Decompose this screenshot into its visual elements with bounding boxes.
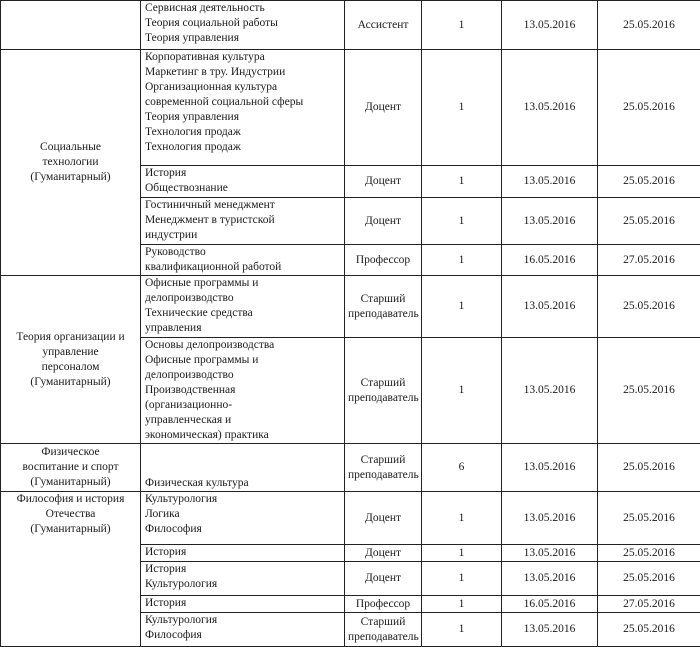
subjects-cell: История Обществознание <box>141 166 345 198</box>
start-date-cell: 13.05.2016 <box>502 1 598 50</box>
end-date-cell: 25.05.2016 <box>598 1 700 50</box>
start-date-cell: 13.05.2016 <box>502 50 598 166</box>
subjects-cell: Корпоративная культура Маркетинг в тру. Индустрии Организационная культура современной социальной сферы Теория управления Технология продаж Технология продаж <box>141 50 345 166</box>
position-cell: Доцент <box>345 492 422 545</box>
end-date-cell: 25.05.2016 <box>598 562 700 596</box>
start-date-cell: 13.05.2016 <box>502 545 598 562</box>
subjects-cell: Руководство квалификационной работой <box>141 245 345 276</box>
rate-cell: 1 <box>422 613 502 647</box>
end-date-cell: 25.05.2016 <box>598 444 700 492</box>
start-date-cell: 13.05.2016 <box>502 166 598 198</box>
subjects-cell: Офисные программы и делопроизводство Технические средства управления <box>141 276 345 338</box>
table-row <box>1 1 700 50</box>
position-cell: Доцент <box>345 50 422 166</box>
position-cell: Доцент <box>345 166 422 198</box>
rate-cell: 1 <box>422 198 502 245</box>
position-cell: Профессор <box>345 596 422 613</box>
end-date-cell: 25.05.2016 <box>598 166 700 198</box>
position-cell: Доцент <box>345 545 422 562</box>
rate-cell: 1 <box>422 276 502 338</box>
start-date-cell: 16.05.2016 <box>502 245 598 276</box>
table-row <box>1 50 700 166</box>
subjects-cell: История <box>141 596 345 613</box>
end-date-cell: 25.05.2016 <box>598 545 700 562</box>
end-date-cell: 25.05.2016 <box>598 338 700 444</box>
subjects-cell: История <box>141 545 345 562</box>
start-date-cell: 13.05.2016 <box>502 562 598 596</box>
end-date-cell: 25.05.2016 <box>598 198 700 245</box>
subjects-cell: Физическая культура <box>141 444 345 492</box>
rate-cell: 1 <box>422 245 502 276</box>
rate-cell: 1 <box>422 562 502 596</box>
end-date-cell: 25.05.2016 <box>598 276 700 338</box>
start-date-cell: 13.05.2016 <box>502 492 598 545</box>
start-date-cell: 13.05.2016 <box>502 613 598 647</box>
position-cell: Ассистент <box>345 1 422 50</box>
position-cell: Старший преподаватель <box>345 444 422 492</box>
start-date-cell: 13.05.2016 <box>502 276 598 338</box>
end-date-cell: 25.05.2016 <box>598 492 700 545</box>
position-cell: Старший преподаватель <box>345 338 422 444</box>
start-date-cell: 16.05.2016 <box>502 596 598 613</box>
rate-cell: 6 <box>422 444 502 492</box>
rate-cell: 1 <box>422 50 502 166</box>
position-cell: Доцент <box>345 562 422 596</box>
position-cell: Старший преподаватель <box>345 613 422 647</box>
position-cell: Доцент <box>345 198 422 245</box>
rate-cell: 1 <box>422 492 502 545</box>
rate-cell: 1 <box>422 166 502 198</box>
end-date-cell: 25.05.2016 <box>598 50 700 166</box>
subjects-cell: Гостиничный менеджмент Менеджмент в туристской индустрии <box>141 198 345 245</box>
rate-cell: 1 <box>422 1 502 50</box>
start-date-cell: 13.05.2016 <box>502 198 598 245</box>
rate-cell: 1 <box>422 338 502 444</box>
start-date-cell: 13.05.2016 <box>502 338 598 444</box>
end-date-cell: 27.05.2016 <box>598 596 700 613</box>
position-cell: Старший преподаватель <box>345 276 422 338</box>
department-cell: Физическое воспитание и спорт (Гуманитарный) <box>1 444 141 492</box>
end-date-cell: 25.05.2016 <box>598 613 700 647</box>
subjects-cell: Сервисная деятельность Теория социальной работы Теория управления <box>141 1 345 50</box>
department-cell: Философия и история Отечества (Гуманитарный) <box>1 492 141 647</box>
subjects-cell: Культурология Философия <box>141 613 345 647</box>
position-cell: Профессор <box>345 245 422 276</box>
department-cell <box>1 1 141 50</box>
start-date-cell: 13.05.2016 <box>502 444 598 492</box>
rate-cell: 1 <box>422 545 502 562</box>
department-cell: Социальные технологии (Гуманитарный) <box>1 50 141 276</box>
table-row <box>1 492 700 545</box>
rate-cell: 1 <box>422 596 502 613</box>
end-date-cell: 27.05.2016 <box>598 245 700 276</box>
subjects-cell: История Культурология <box>141 562 345 596</box>
subjects-cell: Культурология Логика Философия <box>141 492 345 545</box>
table-row <box>1 276 700 338</box>
subjects-cell: Основы делопроизводства Офисные программы и делопроизводство Производственная (организационно- управленческая и экономическая) практика <box>141 338 345 444</box>
department-cell: Теория организации и управление персоналом (Гуманитарный) <box>1 276 141 444</box>
table-row <box>1 444 700 492</box>
